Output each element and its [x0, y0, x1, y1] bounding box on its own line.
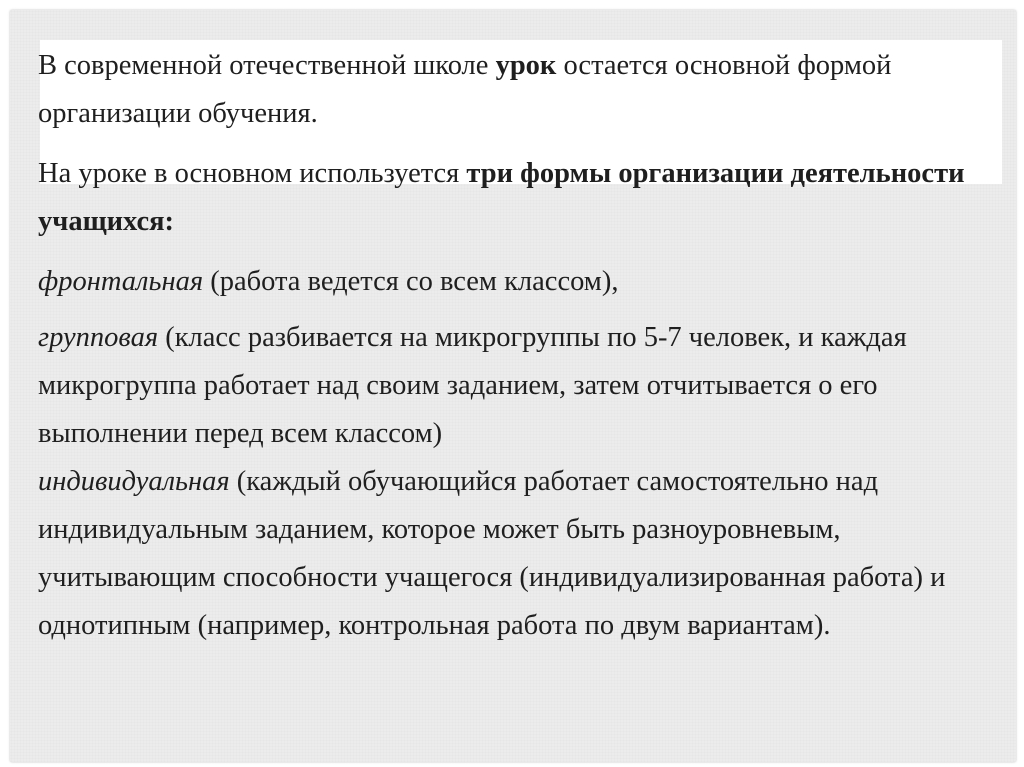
individual-paragraph	[38, 458, 988, 650]
intro-bold-term: урок	[495, 50, 557, 81]
forms-intro-bold: три формы организации деятельности учащихся:	[38, 158, 965, 237]
intro-text-before: В современной отечественной школе	[38, 50, 496, 81]
group-description: (класс разбивается на микрогруппы по 5-7 человек, и каждая микрогруппа работает над своим заданием, затем отчитывается о его выполнении перед всем классом)	[38, 322, 907, 449]
intro-paragraph	[38, 42, 988, 138]
individual-term: индивидуальная	[38, 466, 230, 497]
intro-text-after: остается основной формой организации обучения.	[38, 50, 892, 129]
group-term: групповая	[38, 322, 159, 353]
slide-content	[38, 42, 988, 650]
forms-intro-paragraph	[38, 150, 988, 246]
frontal-term: фронтальная	[38, 266, 204, 297]
frontal-description: (работа ведется со всем классом),	[203, 266, 619, 297]
forms-intro-text: На уроке в основном используется	[38, 158, 467, 189]
frontal-paragraph	[38, 258, 988, 306]
individual-description: (каждый обучающийся работает самостоятельно над индивидуальным заданием, которое может быть разноуровневым, учитывающим способности учащегося (индивидуализированная работа) и однотипным (например, контрольная работа по двум вариантам).	[38, 466, 946, 641]
group-paragraph	[38, 314, 988, 458]
